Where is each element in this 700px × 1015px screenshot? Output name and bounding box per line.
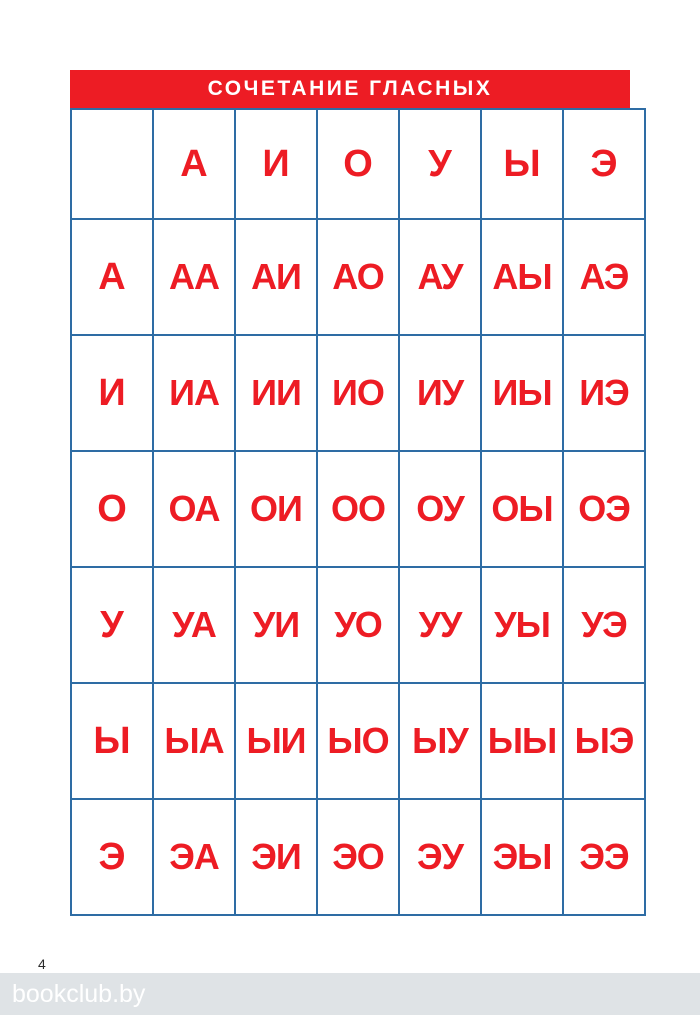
cell-a-a: АА bbox=[153, 219, 235, 335]
cell-u-a: УА bbox=[153, 567, 235, 683]
column-header-e: Э bbox=[563, 109, 645, 219]
row-header-a: А bbox=[71, 219, 153, 335]
row-header-e: Э bbox=[71, 799, 153, 915]
cell-y-y: ЫЫ bbox=[481, 683, 563, 799]
cell-e-y: ЭЫ bbox=[481, 799, 563, 915]
combination-grid bbox=[70, 108, 646, 916]
cell-o-a: ОА bbox=[153, 451, 235, 567]
row-header-o: О bbox=[71, 451, 153, 567]
cell-a-y: АЫ bbox=[481, 219, 563, 335]
grid-corner-cell bbox=[71, 109, 153, 219]
cell-e-a: ЭА bbox=[153, 799, 235, 915]
cell-u-o: УО bbox=[317, 567, 399, 683]
table-row bbox=[71, 567, 645, 683]
cell-i-e: ИЭ bbox=[563, 335, 645, 451]
row-header-i: И bbox=[71, 335, 153, 451]
column-header-u: У bbox=[399, 109, 481, 219]
cell-a-i: АИ bbox=[235, 219, 317, 335]
cell-u-u: УУ bbox=[399, 567, 481, 683]
cell-y-o: ЫО bbox=[317, 683, 399, 799]
watermark-label: bookclub.by bbox=[12, 979, 146, 1008]
cell-e-i: ЭИ bbox=[235, 799, 317, 915]
table-row bbox=[71, 451, 645, 567]
vowel-combination-table bbox=[70, 70, 634, 916]
row-header-u: У bbox=[71, 567, 153, 683]
cell-y-a: ЫА bbox=[153, 683, 235, 799]
cell-o-y: ОЫ bbox=[481, 451, 563, 567]
table-title: СОЧЕТАНИЕ ГЛАСНЫХ bbox=[70, 70, 630, 108]
column-header-o: О bbox=[317, 109, 399, 219]
column-header-i: И bbox=[235, 109, 317, 219]
cell-i-o: ИО bbox=[317, 335, 399, 451]
cell-o-e: ОЭ bbox=[563, 451, 645, 567]
table-header-row bbox=[71, 109, 645, 219]
cell-e-o: ЭО bbox=[317, 799, 399, 915]
cell-a-o: АО bbox=[317, 219, 399, 335]
page-number: 4 bbox=[38, 956, 46, 972]
cell-o-o: ОО bbox=[317, 451, 399, 567]
column-header-y: Ы bbox=[481, 109, 563, 219]
cell-i-a: ИА bbox=[153, 335, 235, 451]
table-row bbox=[71, 219, 645, 335]
cell-y-e: ЫЭ bbox=[563, 683, 645, 799]
cell-o-u: ОУ bbox=[399, 451, 481, 567]
cell-u-y: УЫ bbox=[481, 567, 563, 683]
cell-y-u: ЫУ bbox=[399, 683, 481, 799]
table-row bbox=[71, 335, 645, 451]
watermark-bar bbox=[0, 973, 700, 1015]
cell-u-i: УИ bbox=[235, 567, 317, 683]
cell-e-e: ЭЭ bbox=[563, 799, 645, 915]
table-row bbox=[71, 683, 645, 799]
cell-i-y: ИЫ bbox=[481, 335, 563, 451]
cell-o-i: ОИ bbox=[235, 451, 317, 567]
cell-a-u: АУ bbox=[399, 219, 481, 335]
column-header-a: А bbox=[153, 109, 235, 219]
cell-y-i: ЫИ bbox=[235, 683, 317, 799]
row-header-y: Ы bbox=[71, 683, 153, 799]
cell-e-u: ЭУ bbox=[399, 799, 481, 915]
cell-i-i: ИИ bbox=[235, 335, 317, 451]
cell-i-u: ИУ bbox=[399, 335, 481, 451]
table-row bbox=[71, 799, 645, 915]
cell-u-e: УЭ bbox=[563, 567, 645, 683]
cell-a-e: АЭ bbox=[563, 219, 645, 335]
